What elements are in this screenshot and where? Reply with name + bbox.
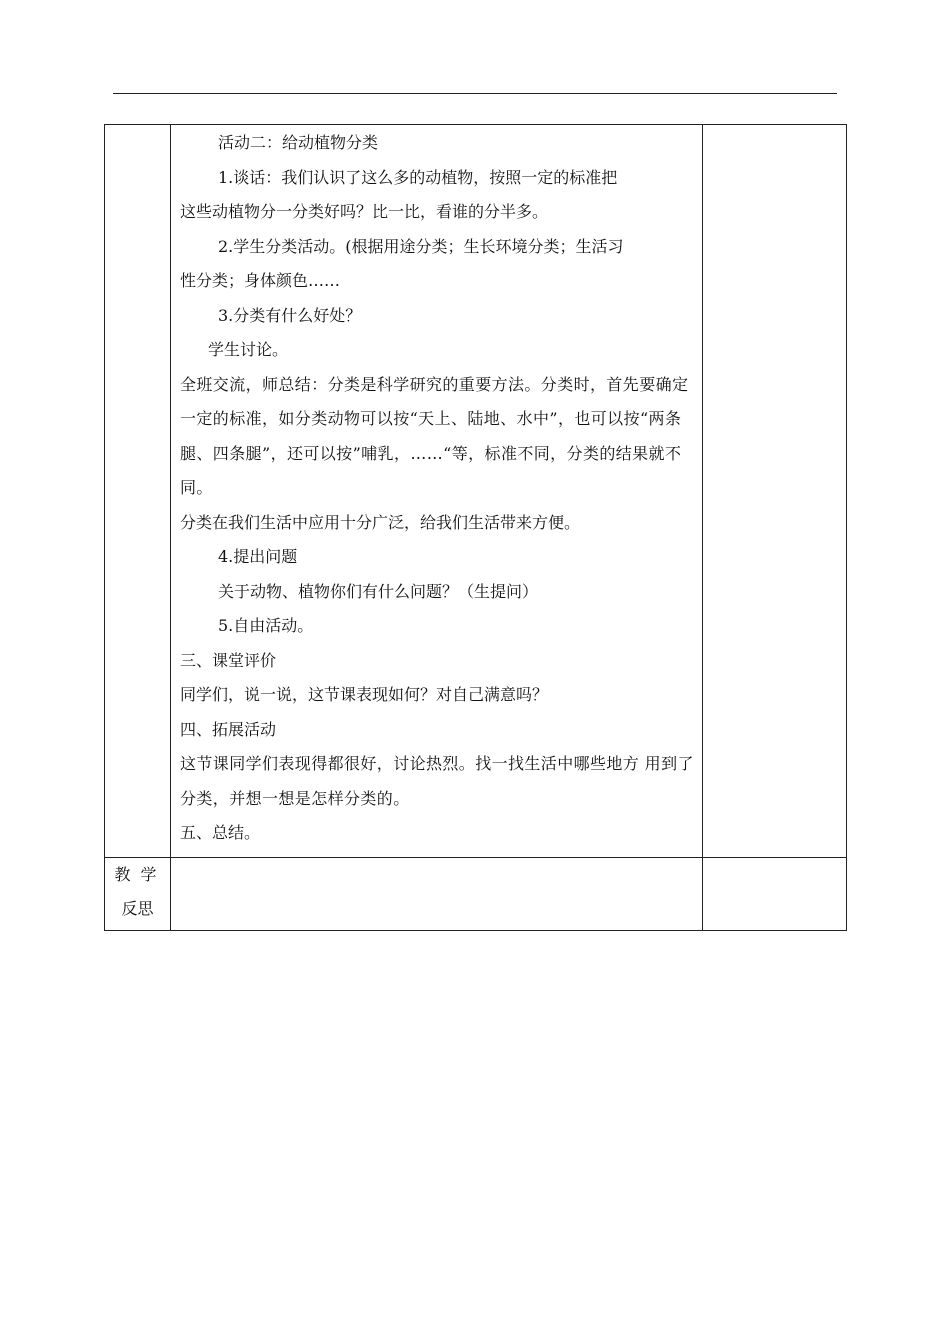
reflection-label-cell	[105, 857, 171, 930]
text-line: 同学们，说一说，这节课表现如何？对自己满意吗？	[180, 685, 549, 704]
section-heading: 五、总结。	[180, 823, 261, 842]
text-line: 分类在我们生活中应用十分广泛，给我们生活带来方便。	[180, 512, 581, 532]
text-line: 关于动物、植物你们有什么问题？（生提问）	[218, 581, 539, 601]
text-paragraph: 这节课同学们表现得都很好，讨论热烈。找一找生活中哪些地方 用到了分类，并想一想是怎样分类的。	[180, 754, 694, 808]
reflection-notes-cell	[703, 857, 847, 930]
reflection-label-line1: 教学	[114, 864, 167, 884]
section-heading: 三、课堂评价	[180, 650, 277, 670]
activity-row	[105, 125, 847, 858]
text-line: 学生讨论。	[208, 340, 289, 359]
text-line: 2.学生分类活动。(根据用途分类；生长环境分类；生活习	[218, 236, 624, 256]
text-line: 3.分类有什么好处？	[218, 305, 362, 325]
section-heading: 四、拓展活动	[180, 719, 277, 739]
reflection-content-cell	[171, 857, 703, 930]
text-line: 4.提出问题	[218, 547, 298, 566]
text-line: 5.自由活动。	[218, 616, 314, 635]
lesson-plan-table	[104, 124, 847, 931]
text-line: 1.谈话：我们认识了这么多的动植物，按照一定的标准把	[218, 167, 618, 187]
header-rule	[113, 93, 837, 94]
text-paragraph: 全班交流，师总结：分类是科学研究的重要方法。分类时，首先要确定一定的标准，如分类动物可以按“天上、陆地、水中”，也可以按“两条腿、四条腿”，还可以按”哺乳，……“等，标准不同，分类的结果就不同。	[180, 374, 689, 497]
reflection-row	[105, 857, 847, 930]
text-line: 这些动植物分一分类好吗？比一比，看谁的分半多。	[180, 202, 549, 221]
text-line: 性分类；身体颜色……	[180, 271, 341, 290]
reflection-label-line2: 反思	[121, 898, 154, 918]
notes-cell	[703, 125, 847, 858]
activity-content-cell	[171, 125, 703, 858]
row-label-cell	[105, 125, 171, 858]
activity-title: 活动二：给动植物分类	[218, 133, 379, 152]
